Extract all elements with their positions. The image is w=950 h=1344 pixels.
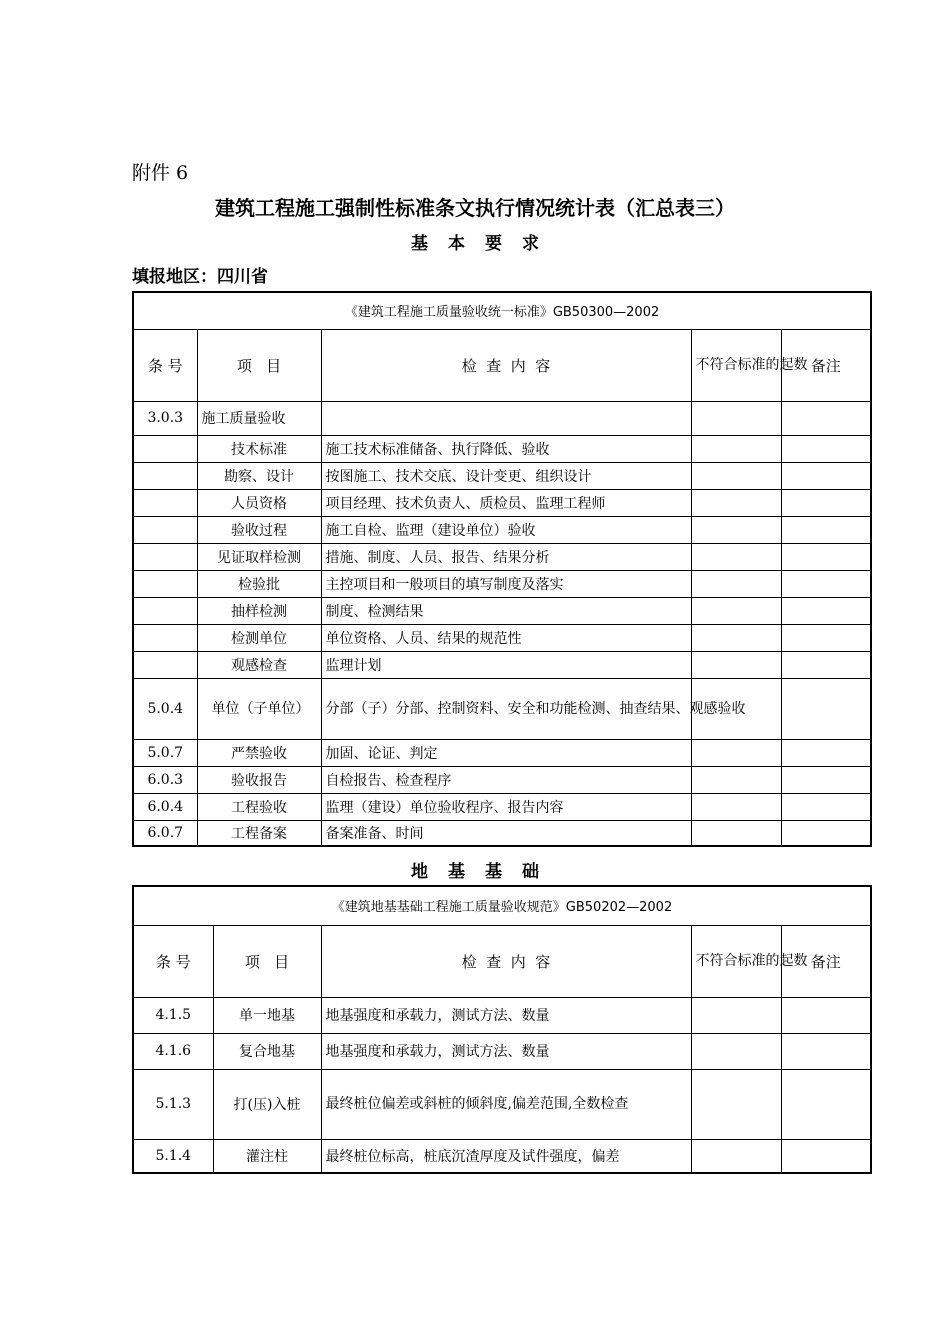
row-code: 6.0.4 — [133, 793, 197, 820]
table-row — [133, 739, 871, 766]
row-remark — [781, 1033, 871, 1069]
row-content: 备案准备、时间 — [321, 820, 691, 846]
row-item: 严禁验收 — [197, 739, 321, 766]
row-content: 主控项目和一般项目的填写制度及落实 — [321, 570, 691, 597]
row-content — [321, 401, 691, 435]
row-content: 地基强度和承载力，测试方法、数量 — [321, 1033, 691, 1069]
row-noncompliance — [691, 462, 781, 489]
row-remark — [781, 597, 871, 624]
row-noncompliance — [691, 570, 781, 597]
table-row — [133, 489, 871, 516]
row-remark — [781, 651, 871, 678]
table-row — [133, 1033, 871, 1069]
row-item: 工程备案 — [197, 820, 321, 846]
row-noncompliance — [691, 516, 781, 543]
row-item: 单位（子单位） — [197, 678, 321, 739]
row-item: 施工质量验收 — [197, 401, 321, 435]
table-basic-requirements — [132, 291, 872, 847]
header-remark: 备注 — [781, 925, 871, 997]
row-noncompliance — [691, 820, 781, 846]
row-item: 检验批 — [197, 570, 321, 597]
row-content: 最终桩位偏差或斜桩的倾斜度,偏差范围,全数检查 — [321, 1069, 691, 1139]
row-remark — [781, 793, 871, 820]
row-code — [133, 516, 197, 543]
row-content: 监理（建设）单位验收程序、报告内容 — [321, 793, 691, 820]
table-row — [133, 651, 871, 678]
row-noncompliance — [691, 766, 781, 793]
header-row — [133, 329, 871, 401]
row-code — [133, 651, 197, 678]
row-remark — [781, 624, 871, 651]
row-noncompliance — [691, 1069, 781, 1139]
table-row — [133, 435, 871, 462]
table-row — [133, 516, 871, 543]
header-noncompliance: 不符合标准的起数 — [691, 329, 781, 401]
row-code: 6.0.7 — [133, 820, 197, 846]
row-code — [133, 489, 197, 516]
row-content: 制度、检测结果 — [321, 597, 691, 624]
row-remark — [781, 678, 871, 739]
row-noncompliance — [691, 401, 781, 435]
header-remark: 备注 — [781, 329, 871, 401]
row-code — [133, 543, 197, 570]
row-content: 措施、制度、人员、报告、结果分析 — [321, 543, 691, 570]
row-noncompliance — [691, 597, 781, 624]
row-code: 6.0.3 — [133, 766, 197, 793]
row-remark — [781, 516, 871, 543]
row-item: 抽样检测 — [197, 597, 321, 624]
section-title-foundation: 地基基础 — [411, 862, 559, 882]
table-row — [133, 820, 871, 846]
row-remark — [781, 997, 871, 1033]
page-title: 建筑工程施工强制性标准条文执行情况统计表（汇总表三） — [215, 196, 735, 220]
row-remark — [781, 1139, 871, 1173]
table-row — [133, 766, 871, 793]
row-item: 复合地基 — [213, 1033, 321, 1069]
row-noncompliance — [691, 489, 781, 516]
row-code: 5.0.7 — [133, 739, 197, 766]
row-item: 验收报告 — [197, 766, 321, 793]
standard-title: 《建筑工程施工质量验收统一标准》GB50300—2002 — [133, 292, 871, 329]
row-item: 见证取样检测 — [197, 543, 321, 570]
row-code — [133, 570, 197, 597]
table-row — [133, 543, 871, 570]
table-row — [133, 1139, 871, 1173]
row-content: 监理计划 — [321, 651, 691, 678]
row-content: 自检报告、检查程序 — [321, 766, 691, 793]
table-row — [133, 1069, 871, 1139]
row-noncompliance — [691, 793, 781, 820]
row-content: 最终桩位标高，桩底沉渣厚度及试件强度，偏差 — [321, 1139, 691, 1173]
row-content: 项目经理、技术负责人、质检员、监理工程师 — [321, 489, 691, 516]
row-code: 5.0.4 — [133, 678, 197, 739]
row-code — [133, 435, 197, 462]
row-item: 观感检查 — [197, 651, 321, 678]
row-item: 单一地基 — [213, 997, 321, 1033]
row-remark — [781, 766, 871, 793]
row-item: 技术标准 — [197, 435, 321, 462]
table-row — [133, 597, 871, 624]
row-code: 5.1.4 — [133, 1139, 213, 1173]
table-row — [133, 793, 871, 820]
row-content: 分部（子）分部、控制资料、安全和功能检测、抽查结果、观感验收 — [321, 678, 691, 739]
row-content: 施工技术标准储备、执行降低、验收 — [321, 435, 691, 462]
row-item: 工程验收 — [197, 793, 321, 820]
row-noncompliance — [691, 997, 781, 1033]
row-remark — [781, 570, 871, 597]
row-item: 打(压)入桩 — [213, 1069, 321, 1139]
row-content: 加固、论证、判定 — [321, 739, 691, 766]
row-item: 人员资格 — [197, 489, 321, 516]
row-remark — [781, 739, 871, 766]
table-row — [133, 401, 871, 435]
attachment-label: 附件 6 — [132, 162, 189, 184]
row-remark — [781, 820, 871, 846]
row-noncompliance — [691, 739, 781, 766]
row-item: 验收过程 — [197, 516, 321, 543]
row-code — [133, 462, 197, 489]
row-noncompliance — [691, 1033, 781, 1069]
row-remark — [781, 401, 871, 435]
row-noncompliance — [691, 1139, 781, 1173]
table-row — [133, 997, 871, 1033]
table-row — [133, 678, 871, 739]
row-remark — [781, 435, 871, 462]
row-code — [133, 597, 197, 624]
section-title-basic-requirements: 基本要求 — [411, 234, 559, 254]
header-content: 检 查 内 容 — [321, 329, 691, 401]
row-remark — [781, 462, 871, 489]
row-noncompliance — [691, 651, 781, 678]
header-code: 条 号 — [133, 329, 197, 401]
table-row — [133, 462, 871, 489]
row-code: 3.0.3 — [133, 401, 197, 435]
row-item: 检测单位 — [197, 624, 321, 651]
row-code: 4.1.6 — [133, 1033, 213, 1069]
region-label: 填报地区：四川省 — [132, 267, 268, 287]
header-code: 条 号 — [133, 925, 213, 997]
row-item: 勘察、设计 — [197, 462, 321, 489]
row-code — [133, 624, 197, 651]
row-item: 灌注柱 — [213, 1139, 321, 1173]
row-noncompliance — [691, 543, 781, 570]
row-remark — [781, 1069, 871, 1139]
row-code: 5.1.3 — [133, 1069, 213, 1139]
row-content: 单位资格、人员、结果的规范性 — [321, 624, 691, 651]
header-item: 项 目 — [197, 329, 321, 401]
row-noncompliance — [691, 435, 781, 462]
row-content: 施工自检、监理（建设单位）验收 — [321, 516, 691, 543]
table-row — [133, 570, 871, 597]
row-content: 地基强度和承载力，测试方法、数量 — [321, 997, 691, 1033]
table-foundation — [132, 885, 872, 1174]
row-remark — [781, 543, 871, 570]
row-noncompliance — [691, 624, 781, 651]
row-remark — [781, 489, 871, 516]
header-row — [133, 925, 871, 997]
row-content: 按图施工、技术交底、设计变更、组织设计 — [321, 462, 691, 489]
row-code: 4.1.5 — [133, 997, 213, 1033]
header-content: 检 查 内 容 — [321, 925, 691, 997]
header-item: 项 目 — [213, 925, 321, 997]
standard-title: 《建筑地基基础工程施工质量验收规范》GB50202—2002 — [133, 886, 871, 925]
header-noncompliance: 不符合标准的起数 — [691, 925, 781, 997]
table-row — [133, 624, 871, 651]
